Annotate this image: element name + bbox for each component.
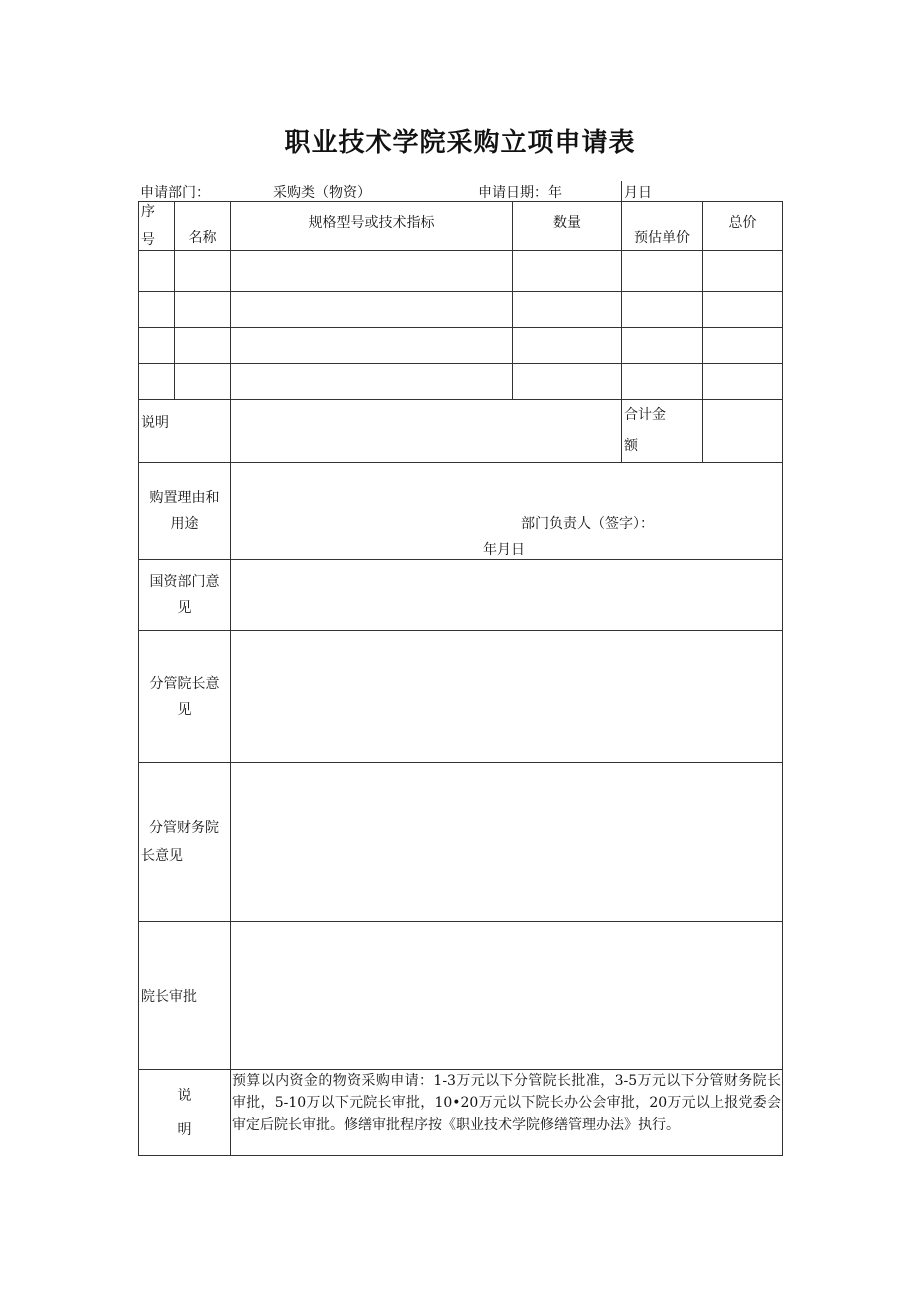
total-cell[interactable] (703, 292, 783, 328)
table-row (139, 328, 783, 364)
remark-label-cell (139, 400, 231, 463)
note-label-1: 说 (177, 1087, 192, 1104)
table-row (139, 251, 783, 292)
purchase-form-table (138, 201, 783, 1156)
asset-dept-label: 国资部门意见 (149, 574, 220, 616)
unit-price-cell[interactable] (622, 292, 703, 328)
sign-date: 年月日 (483, 542, 525, 558)
vice-president-label: 分管院长意见 (149, 675, 220, 718)
finance-label-cell (139, 763, 231, 922)
remark-input[interactable] (231, 400, 622, 463)
header-seq-2: 号 (141, 232, 155, 248)
date-suffix: 月日 (624, 185, 652, 201)
meta-divider (621, 181, 622, 201)
spec-cell[interactable] (231, 328, 513, 364)
president-row (139, 922, 783, 1070)
remark-label: 说明 (141, 415, 169, 431)
date-label: 申请日期：年 (478, 185, 562, 201)
reason-row (139, 463, 783, 560)
reason-input[interactable] (231, 463, 783, 560)
spec-cell[interactable] (231, 251, 513, 292)
sum-label-cell (622, 400, 703, 463)
unit-price-cell[interactable] (622, 251, 703, 292)
qty-cell[interactable] (513, 328, 622, 364)
name-cell[interactable] (175, 364, 231, 400)
qty-cell[interactable] (513, 292, 622, 328)
category-label: 采购类（物资） (273, 185, 371, 201)
president-label: 院长审批 (141, 988, 197, 1005)
sum-label-1: 合计金 (624, 407, 666, 423)
note-label-cell (139, 1070, 231, 1156)
qty-cell[interactable] (513, 251, 622, 292)
sum-value-cell[interactable] (703, 400, 783, 463)
header-seq-1: 序 (141, 204, 155, 220)
table-header-row (139, 202, 783, 251)
reason-label: 购置理由和用途 (149, 490, 220, 532)
asset-dept-row (139, 560, 783, 631)
total-cell[interactable] (703, 251, 783, 292)
finance-opinion-input[interactable] (231, 763, 783, 922)
name-cell[interactable] (175, 328, 231, 364)
header-total: 总价 (703, 202, 783, 251)
remark-row (139, 400, 783, 463)
vice-president-opinion-input[interactable] (231, 631, 783, 763)
signer-label: 部门负责人（签字）： (521, 516, 654, 532)
note-text-cell (231, 1070, 783, 1156)
form-title: 职业技术学院采购立项申请表 (284, 128, 636, 158)
note-row (139, 1070, 783, 1156)
spec-cell[interactable] (231, 364, 513, 400)
spec-cell[interactable] (231, 292, 513, 328)
sum-label-2: 额 (624, 438, 638, 454)
unit-price-cell[interactable] (622, 364, 703, 400)
vice-president-row (139, 631, 783, 763)
note-text: 预算以内资金的物资采购申请：1-3万元以下分管院长批准，3-5万元以下分管财务院长审批，5-10万以下元院长审批，10•20万元以下院长办公会审批，20万元以上报党委会审定后院长审批。修缮审批程序按《职业技术学院修缮管理办法》执行。 (232, 1073, 781, 1133)
dept-label: 申请部门： (140, 185, 210, 201)
president-label-cell (139, 922, 231, 1070)
header-unit-price: 预估单价 (622, 202, 703, 251)
name-cell[interactable] (175, 251, 231, 292)
reason-label-cell (139, 463, 231, 560)
seq-cell[interactable] (139, 328, 175, 364)
asset-dept-opinion-input[interactable] (231, 560, 783, 631)
finance-label-1: 分管财务院 (149, 820, 219, 836)
header-spec: 规格型号或技术指标 (231, 202, 513, 251)
vice-president-label-cell (139, 631, 231, 763)
header-name: 名称 (175, 202, 231, 251)
president-approval-input[interactable] (231, 922, 783, 1070)
table-row (139, 292, 783, 328)
seq-cell[interactable] (139, 292, 175, 328)
unit-price-cell[interactable] (622, 328, 703, 364)
finance-label-2: 长意见 (141, 848, 183, 864)
table-row (139, 364, 783, 400)
asset-dept-label-cell (139, 560, 231, 631)
name-cell[interactable] (175, 292, 231, 328)
total-cell[interactable] (703, 328, 783, 364)
finance-row (139, 763, 783, 922)
header-qty: 数量 (513, 202, 622, 251)
seq-cell[interactable] (139, 251, 175, 292)
total-cell[interactable] (703, 364, 783, 400)
seq-cell[interactable] (139, 364, 175, 400)
qty-cell[interactable] (513, 364, 622, 400)
header-seq (139, 202, 175, 251)
note-label-2: 明 (177, 1121, 192, 1138)
